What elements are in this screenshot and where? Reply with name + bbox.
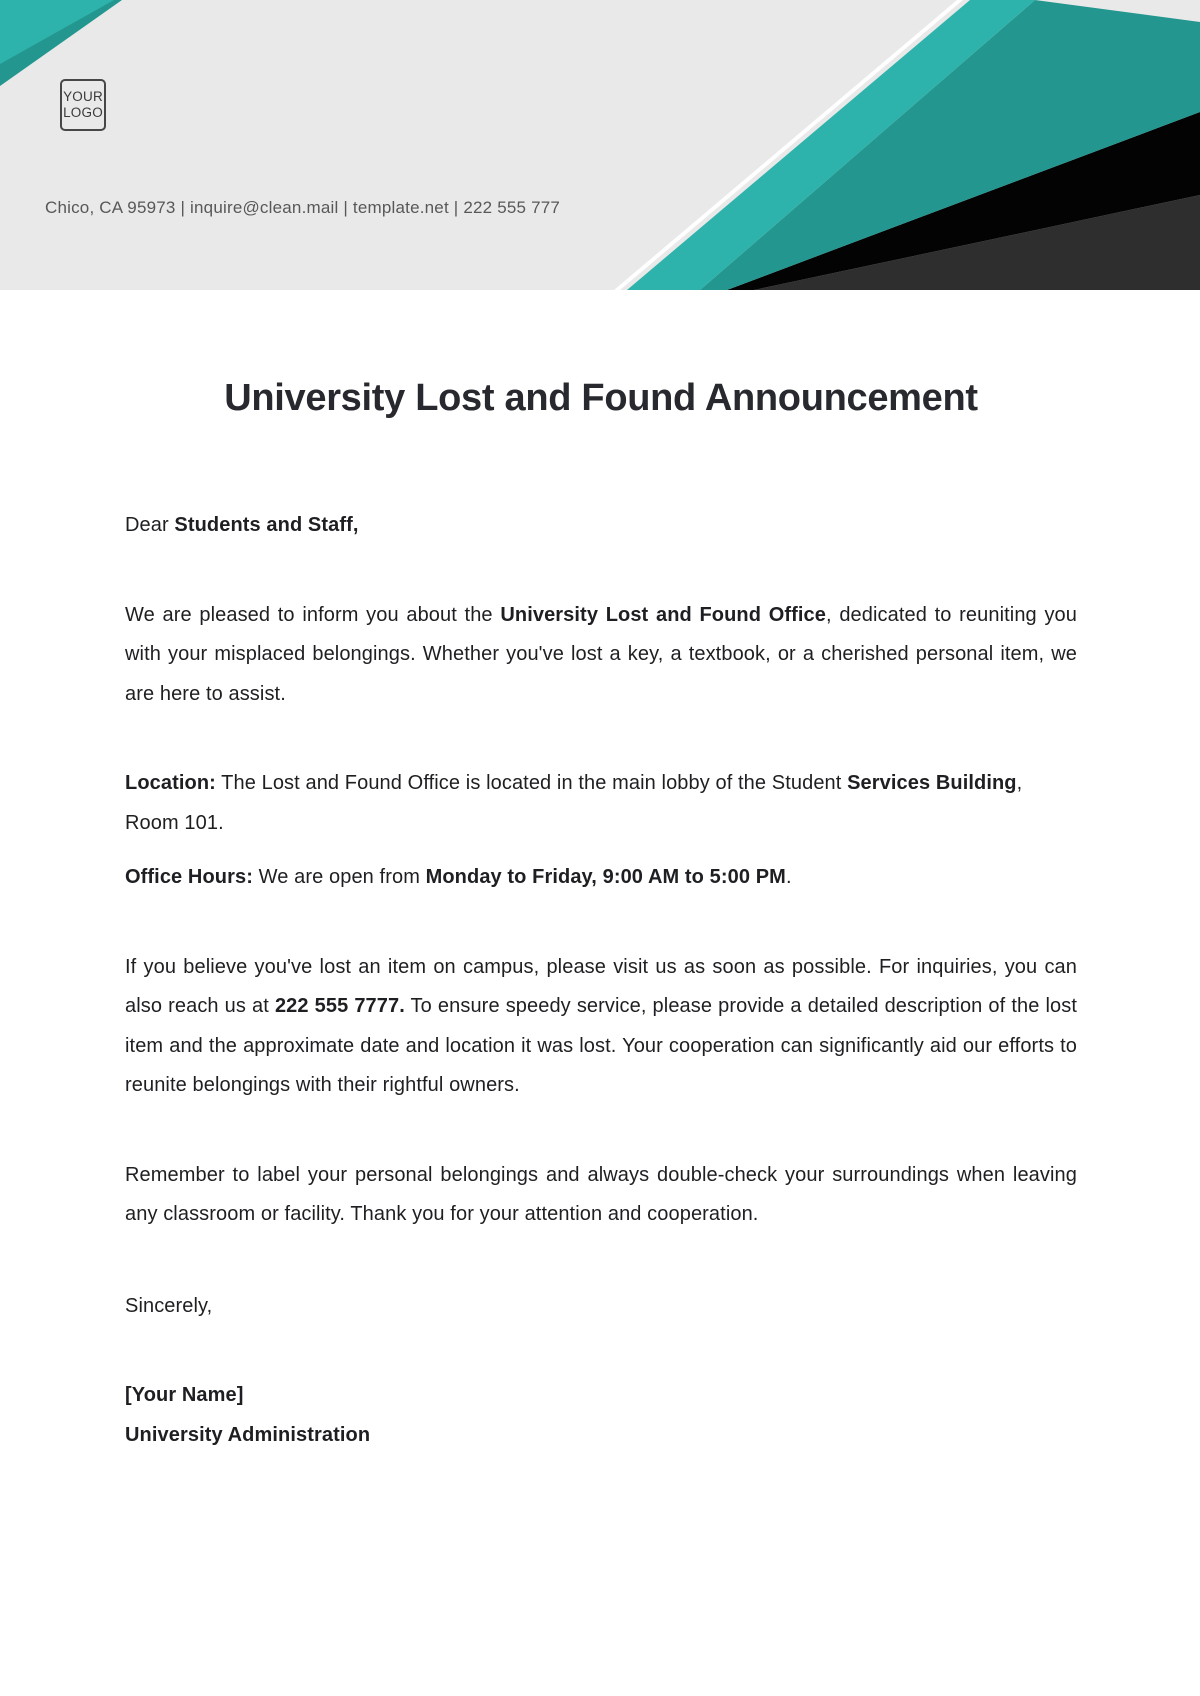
text-run-bold: Services Building (847, 772, 1017, 794)
paragraph-signature-name (125, 1376, 1077, 1416)
text-run: The Lost and Found Office is located in the main lobby of the Student (215, 772, 848, 794)
letter-title: University Lost and Found Announcement (224, 377, 978, 419)
paragraph-location (125, 764, 1077, 843)
paragraph-intro (125, 596, 1077, 715)
text-run: , dedicated to reuniting you with your misplaced belongings. Whether you've lost a key, a textbook, or a cherished personal item, we are here to assist. (125, 603, 1077, 705)
paragraph-office-hours (125, 858, 1077, 898)
letterhead (0, 0, 1200, 290)
text-run-bold: 222 555 7777. (274, 995, 405, 1017)
letter-content (0, 376, 1200, 1455)
text-run-bold: [Your Name] (125, 1384, 244, 1406)
text-run-bold: Office Hours: (125, 866, 253, 888)
text-run: , Room 101. (125, 772, 1023, 834)
letterhead-decoration (0, 0, 1200, 290)
paragraph-reminder (125, 1156, 1077, 1235)
text-run: If you believe you've lost an item on campus, please visit us as soon as possible. For inquiries, you can also reach us at (125, 955, 1077, 1017)
text-run: We are pleased to inform you about the (125, 603, 501, 626)
paragraph-inquiries (125, 948, 1077, 1106)
logo-text-line2: LOGO (63, 105, 103, 120)
text-run: Dear (125, 514, 175, 536)
paragraph-signature-role (125, 1416, 1077, 1456)
text-run: To ensure speedy service, please provide a detailed description of the lost item and the approximate date and location it was lost. Your cooperation can significantly aid our efforts to reunite belongings with their rightful owners. (125, 995, 1077, 1096)
text-run: We are open from (252, 866, 426, 888)
text-run: . (785, 866, 792, 888)
logo-placeholder (60, 79, 106, 131)
contact-info: Chico, CA 95973 | inquire@clean.mail | template.net | 222 555 777 (45, 198, 561, 217)
text-run-bold: Students and Staff, (174, 514, 359, 536)
paragraph-salutation (125, 506, 1077, 546)
text-run: Remember to label your personal belongings and always double-check your surroundings when leaving any classroom or facility. Thank you for your attention and cooperation. (125, 1163, 1077, 1225)
letter-body (125, 506, 1077, 1455)
text-run-bold: University Administration (125, 1423, 371, 1446)
text-run-bold: Monday to Friday, 9:00 AM to 5:00 PM (425, 866, 786, 888)
text-run-bold: University Lost and Found Office (500, 603, 827, 626)
logo-text-line1: YOUR (63, 88, 103, 104)
paragraph-closing (125, 1287, 1077, 1327)
text-run: Sincerely, (125, 1294, 213, 1317)
text-run-bold: Location: (125, 772, 216, 794)
